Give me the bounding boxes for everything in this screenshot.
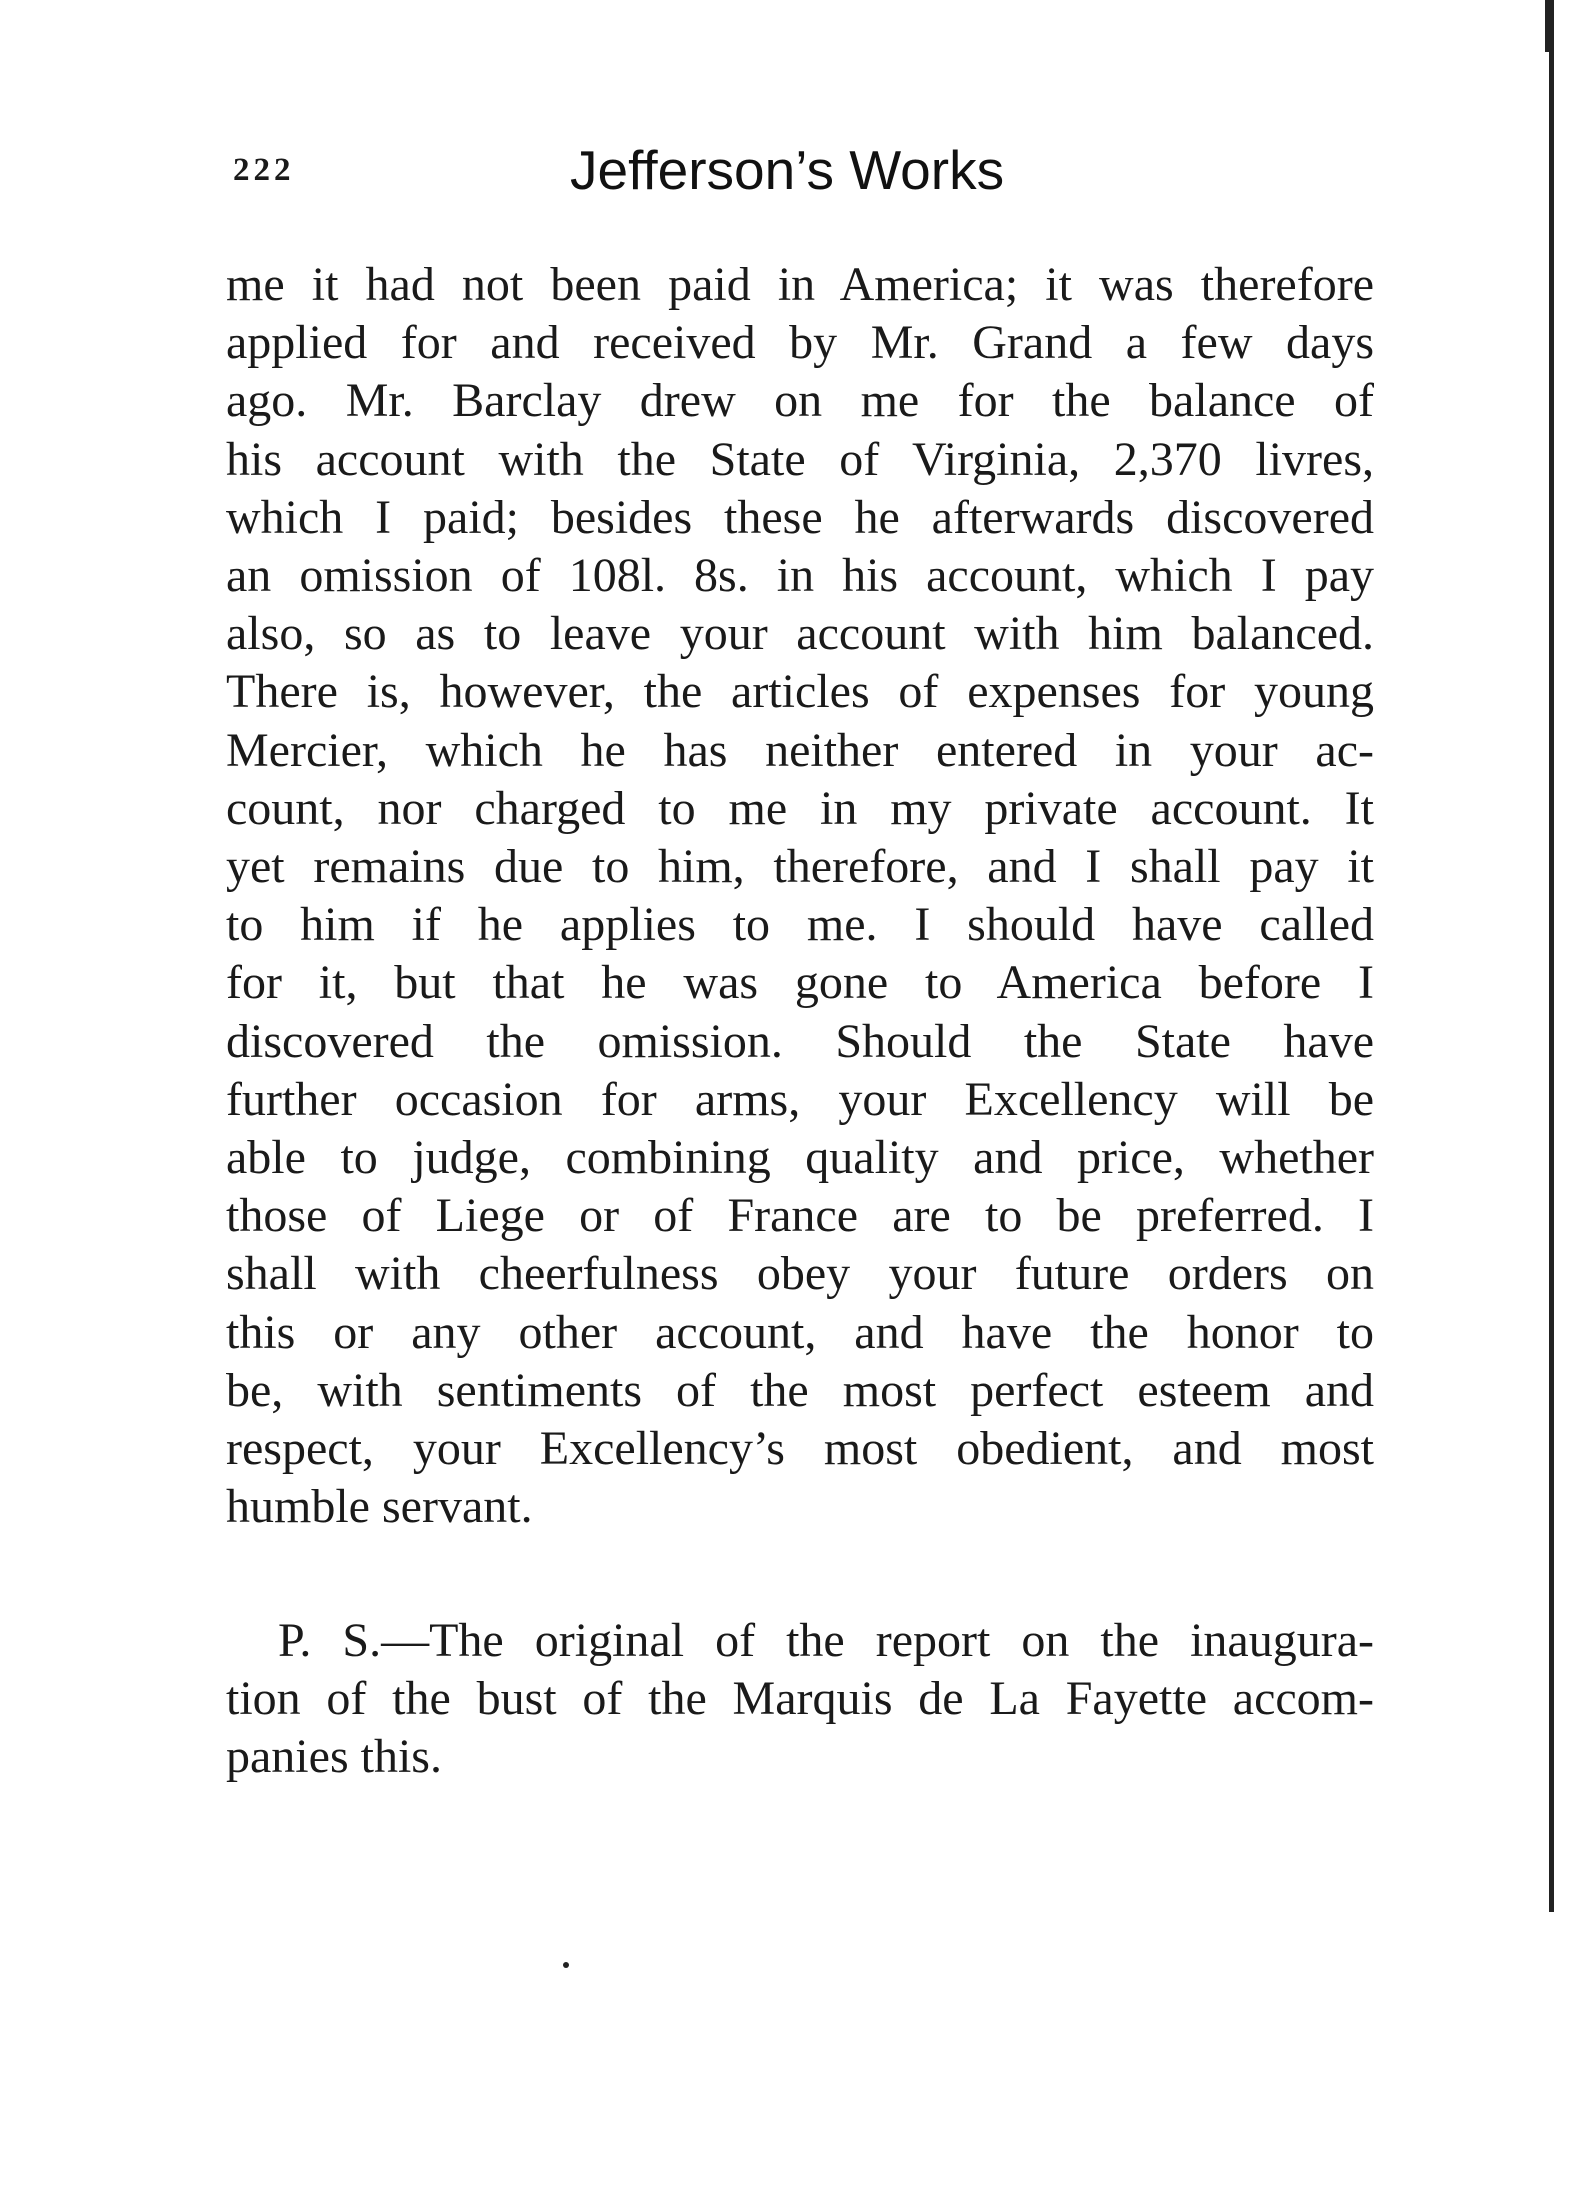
text-line: shall with cheerfulness obey your future orders on	[226, 1247, 1374, 1301]
page-number: 222	[233, 152, 295, 188]
text-line: panies this.	[226, 1730, 442, 1784]
text-line: for it, but that he was gone to America before I	[226, 956, 1374, 1010]
ink-speck	[563, 1962, 569, 1968]
text-line: which I paid; besides these he afterwards discovered	[226, 490, 1374, 544]
text-line: also, so as to leave your account with him balanced.	[226, 607, 1374, 661]
text-line: be, with sentiments of the most perfect esteem and	[226, 1363, 1374, 1417]
text-line: discovered the omission. Should the State have	[226, 1014, 1374, 1068]
text-line: able to judge, combining quality and price, whether	[226, 1131, 1374, 1185]
text-line: count, nor charged to me in my private account. It	[226, 781, 1374, 835]
text-line: further occasion for arms, your Excellency will be	[226, 1072, 1374, 1126]
text-line: his account with the State of Virginia, 2,370 livres,	[226, 432, 1374, 486]
text-line: an omission of 108l. 8s. in his account, which I pay	[226, 549, 1374, 603]
text-line: yet remains due to him, therefore, and I shall pay it	[226, 840, 1374, 894]
text-line: P. S.—The original of the report on the inaugura-	[278, 1614, 1374, 1667]
text-line: respect, your Excellency’s most obedient, and most	[226, 1422, 1374, 1476]
text-line: ago. Mr. Barclay drew on me for the balance of	[226, 374, 1374, 428]
text-line: those of Liege or of France are to be preferred. I	[226, 1189, 1374, 1243]
text-line: to him if he applies to me. I should have called	[226, 898, 1374, 952]
text-line: Mercier, which he has neither entered in your ac-	[226, 723, 1374, 777]
page-edge-rule	[1549, 0, 1554, 1912]
text-line: this or any other account, and have the honor to	[226, 1305, 1374, 1359]
text-line: humble servant.	[226, 1480, 533, 1534]
text-line: There is, however, the articles of expenses for young	[226, 665, 1374, 719]
text-line: tion of the bust of the Marquis de La Fayette accom-	[226, 1672, 1374, 1726]
body-paragraph	[226, 256, 1374, 1536]
postscript-paragraph	[226, 1612, 1374, 1787]
text-line: applied for and received by Mr. Grand a few days	[226, 316, 1374, 370]
text-line: me it had not been paid in America; it was therefore	[226, 258, 1374, 311]
running-head-title: Jefferson’s Works	[570, 139, 1005, 201]
